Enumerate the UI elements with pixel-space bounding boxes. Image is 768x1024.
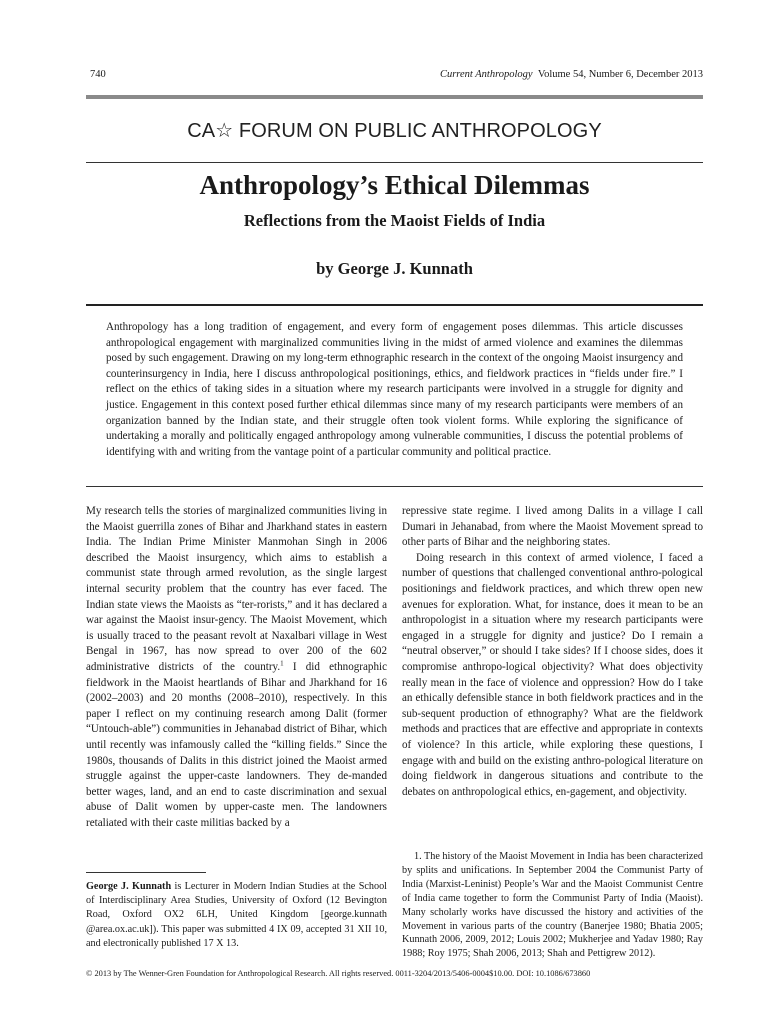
footnote-1: 1. The history of the Maoist Movement in India has been characterized by splits and unifications. In September 2004 the Communist Party of India (Marxist-Leninist) People’s War and the Maoist Communist Centre of India came together to form the Communist Party of India (Maoist). Many scholarly works have discussed the history and activities of the Movement in various parts of the country (Banerjee 1980; Bhatia 2005; Kunnath 2006, 2009, 2012; Louis 2002; Mukherjee and Yadav 1980; Ray 1988; Roy 1975; Shah 2006, 2013; Shah and Pettigrew 2012). — [402, 851, 703, 960]
article-subtitle: Reflections from the Maoist Fields of India — [243, 211, 546, 230]
forum-rule — [86, 162, 703, 163]
copyright-line: © 2013 by The Wenner-Gren Foundation for Anthropological Research. All rights reserved. 0011-3204/2013/5406-0004$10.00. DOI: 10.1086/673860 — [86, 969, 591, 978]
header-rule — [86, 95, 703, 99]
body-text: My research tells the stories of marginalized communities living in the Maoist guerrilla zones of Bihar and Jharkhand states in eastern India. The Indian Prime Minister Manmohan Singh in 2006 described the Maoist insurgency, which aims to establish a communist state through armed revolution, as the single largest internal security problem that the country has ever faced. The Indian state views the Maoists as “ter-rorists,” and it has declared a war against the Maoist insur-gency. The Maoist Movement, which is usually traced to the peasant revolt at Naxalbari village in West Bengal in 1967, has now spread to over 200 of the 602 administrative districts of the country. — [86, 505, 387, 673]
body-paragraph — [86, 504, 387, 831]
running-header — [440, 69, 703, 80]
byline: by George J. Kunnath — [316, 259, 473, 278]
forum-heading: CA☆ FORUM ON PUBLIC ANTHROPOLOGY — [187, 120, 602, 142]
journal-issue: Volume 54, Number 6, December 2013 — [537, 69, 703, 80]
body-text: I did ethnographic fieldwork in the Maoist heartlands of Bihar and Jharkhand for 16 (2002–2003) and 20 months (2008–2010), respectively. In this paper I reflect on my continuing research among Dalit (former “Untouch-able”) communities in Jehanabad district of Bihar, which until recently was infamously called the “killing fields.” Since the 1980s, thousands of Dalits in this district joined the Maoist armed struggle against the upper-caste landowners. They de-manded better wages, land, and an end to caste discrimination and sexual abuse of Dalit women by upper-caste men. The landowners retaliated with their caste militias backed by a — [86, 660, 387, 829]
author-affiliation: is Lecturer in Modern Indian Studies at the School of Interdisciplinary Area Studies, University of Oxford (12 Bevington Road, Oxford OX2 6LH, United Kingdom [george.kunnath @area.ox.ac.uk]). This paper was submitted 4 IX 09, accepted 31 XII 10, and electronically published 17 X 13. — [86, 881, 387, 949]
body-column-right — [402, 504, 703, 800]
author-note — [86, 880, 387, 951]
author-name: George J. Kunnath — [86, 881, 172, 892]
author-note-rule — [86, 872, 206, 873]
title-block-rule — [86, 304, 703, 306]
body-column-left — [86, 504, 387, 831]
footnote-marker: 1 — [280, 659, 284, 668]
article-title: Anthropology’s Ethical Dilemmas — [199, 170, 590, 200]
abstract: Anthropology has a long tradition of engagement, and every form of engagement poses dilemmas. This article discusses anthropological engagement with marginalized communities living in the midst of armed violence and examines the dilemmas posed by such engagement. Drawing on my long-term ethnographic research in the context of the ongoing Maoist insurgency and counterinsurgency in India, here I discuss anthropological positionings, ethics, and fieldwork practices in “fields under fire.” I reflect on the ethics of taking sides in a situation where my research participants were involved in a struggle for dignity and justice. Engagement in this context posed further ethical dilemmas since many of my research participants were members of an organization banned by the Indian state, and their struggle often took violent forms. While exploring the significance of undertaking a morally and politically engaged anthropology among vulnerable communities, I discuss the potential problems of identifying with and writing from the vantage point of a particular community and political practice. — [106, 321, 683, 458]
journal-name: Current Anthropology — [439, 69, 533, 80]
page-number: 740 — [90, 69, 106, 80]
body-paragraph: repressive state regime. I lived among Dalits in a village I call Dumari in Jehanabad, from where the Maoist Movement spread to other parts of Bihar and the neighboring states. — [402, 505, 703, 549]
abstract-rule — [86, 486, 703, 487]
body-paragraph: Doing research in this context of armed violence, I faced a number of questions that challenged conventional anthro-pological positionings and fieldwork practices, and which threw open new avenues for exploration. What, for instance, does it mean to be an anthropologist in a situation where my research participants were engaged in a struggle for dignity and justice? Do I remain a “neutral observer,” or should I take sides? If I choose sides, does it compromise anthropo-logical objectivity? What does objectivity really mean in the face of violence and oppression? How do I take an ethically defensible stance in both fieldwork practices and in the sub-sequent production of ethnography? What are the fieldwork methods and practices that are effective and appropriate in contexts of violence? In this article, while exploring these questions, I engage with and build on the existing anthro-pological literature on doing fieldwork in dangerous situations and contribute to the debates on anthropological ethics, en-gagement, and objectivity. — [402, 551, 703, 798]
